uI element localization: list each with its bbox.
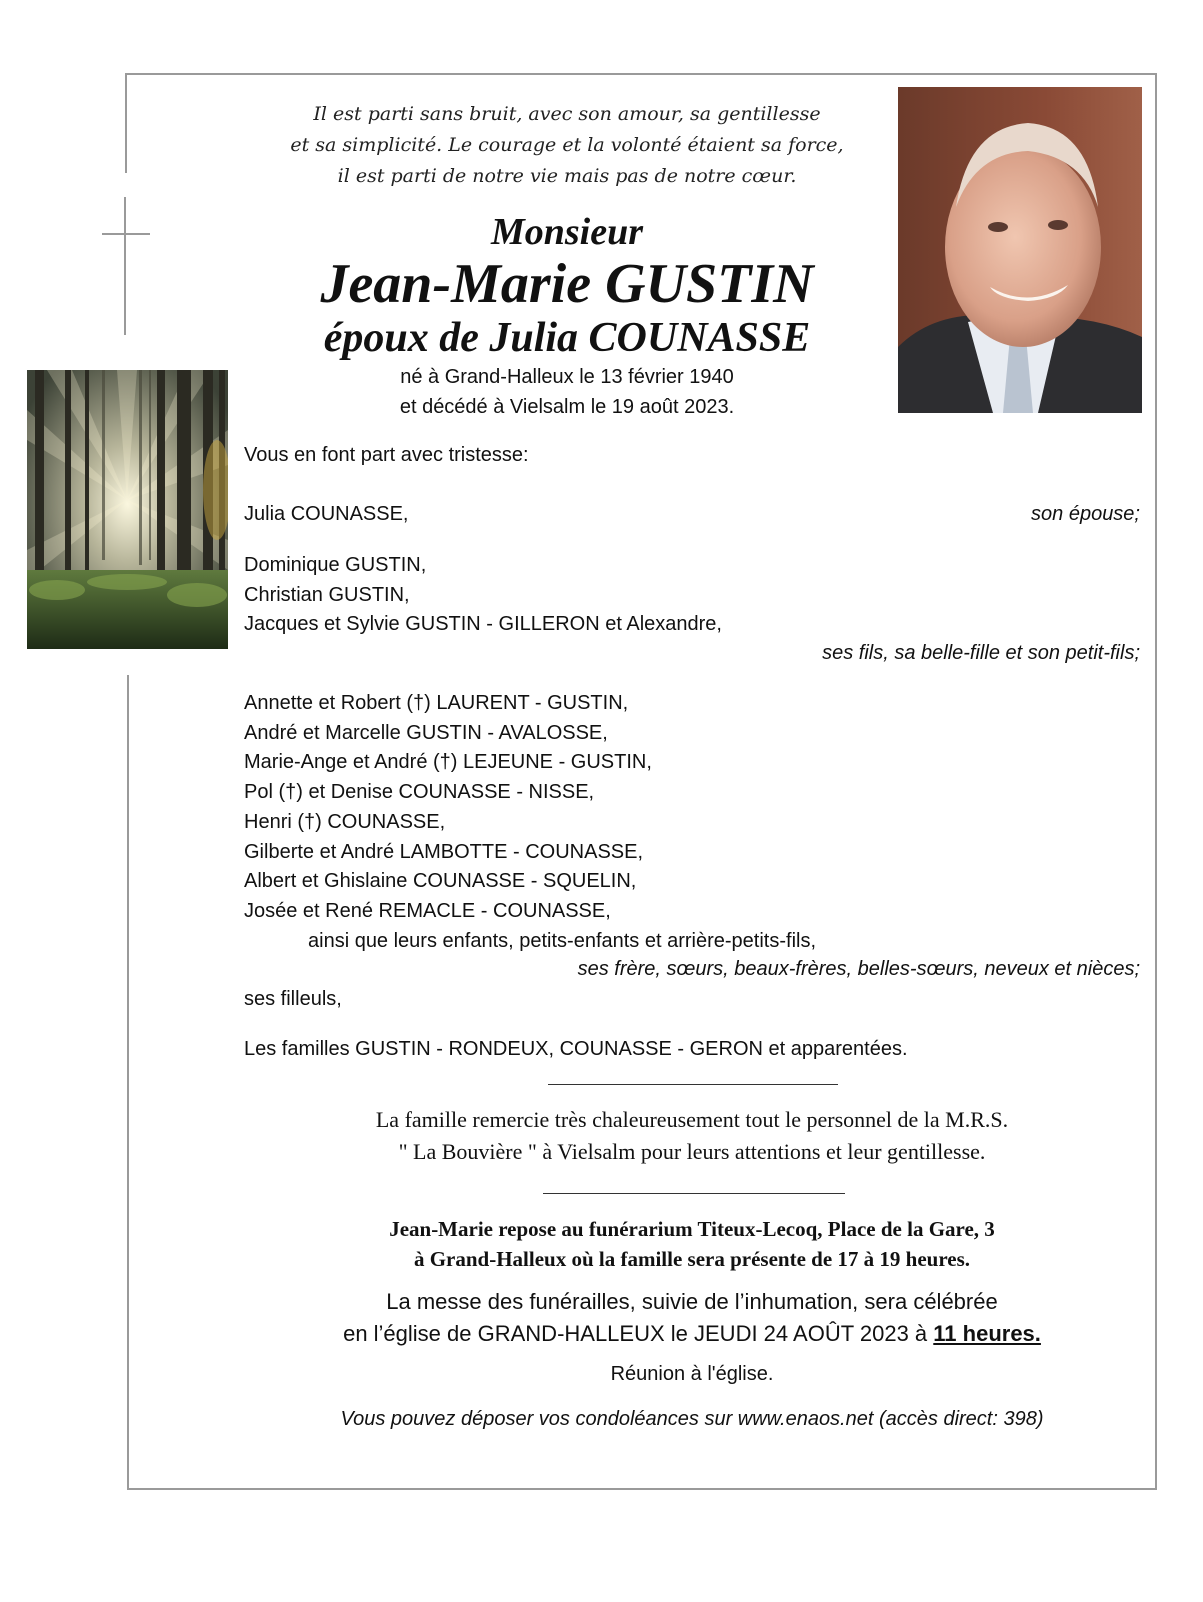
- poem-line: et sa simplicité. Le courage et la volonté étaient sa force,: [290, 134, 844, 156]
- mass-line-2: [240, 1318, 1144, 1350]
- death-line: et décédé à Vielsalm le 19 août 2023.: [399, 396, 735, 418]
- list-item: Pol (†) et Denise COUNASSE - NISSE,: [244, 781, 595, 804]
- thanks-line: " La Bouvière " à Vielsalm pour leurs attentions et leur gentillesse.: [398, 1139, 986, 1164]
- frame-bottom-line: [127, 1488, 1157, 1490]
- frame-left-line-top: [125, 73, 127, 173]
- wife-name: Julia COUNASSE,: [244, 503, 409, 525]
- spouse-line: époux de Julia COUNASSE: [323, 315, 811, 361]
- reunion-text: Réunion à l'église.: [610, 1363, 774, 1385]
- cross-icon: [124, 197, 126, 335]
- list-item: Marie-Ange et André (†) LEJEUNE - GUSTIN,: [244, 751, 652, 774]
- condolences-text: Vous pouvez déposer vos condoléances sur www.enaos.net (accès direct: 398): [340, 1408, 1044, 1430]
- mass-time: 11 heures.: [933, 1321, 1041, 1346]
- poem-line: il est parti de notre vie mais pas de notre cœur.: [337, 165, 797, 187]
- honorific: Monsieur: [490, 211, 644, 253]
- list-item: Henri (†) COUNASSE,: [244, 810, 446, 833]
- cross-bar: [102, 233, 150, 235]
- portrait-photo: [898, 87, 1142, 413]
- frame-top-line: [125, 73, 1157, 75]
- thanks-text: [240, 1104, 1144, 1168]
- list-item: Annette et Robert (†) LAURENT - GUSTIN,: [244, 692, 629, 714]
- list-item: Josée et René REMACLE - COUNASSE,: [244, 899, 611, 922]
- list-item: Dominique GUSTIN,: [244, 554, 427, 576]
- mass-line-1: La messe des funérailles, suivie de l’inhumation, sera célébrée: [386, 1289, 998, 1314]
- children-relation: ses fils, sa belle-fille et son petit-fils;: [822, 642, 1140, 664]
- poem-line: Il est parti sans bruit, avec son amour, sa gentillesse: [313, 103, 821, 125]
- list-item: Christian GUSTIN,: [244, 583, 410, 606]
- list-item: Albert et Ghislaine COUNASSE - SQUELIN,: [244, 870, 637, 893]
- siblings-list: [244, 689, 816, 956]
- funeral-mass-info: [240, 1286, 1144, 1350]
- children-list: [244, 551, 722, 640]
- forest-image: [27, 370, 228, 649]
- repose-line: à Grand-Halleux où la famille sera présente de 17 à 19 heures.: [413, 1247, 971, 1271]
- deceased-name: Jean-Marie GUSTIN: [320, 253, 814, 315]
- siblings-relation: ses frère, sœurs, beaux-frères, belles-sœurs, neveux et nièces;: [577, 958, 1140, 980]
- frame-left-line-bottom: [127, 675, 129, 1490]
- mass-date-text: en l’église de GRAND-HALLEUX le JEUDI 24 AOÛT 2023 à: [343, 1321, 934, 1346]
- birth-death-dates: [290, 362, 844, 422]
- families-line: Les familles GUSTIN - RONDEUX, COUNASSE - GERON et apparentées.: [244, 1038, 908, 1060]
- repose-line: Jean-Marie repose au funérarium Titeux-Lecoq, Place de la Gare, 3: [389, 1217, 995, 1241]
- birth-line: né à Grand-Halleux le 13 février 1940: [400, 366, 734, 388]
- godchildren-line: ses filleuls,: [244, 988, 342, 1010]
- intro-text: Vous en font part avec tristesse:: [244, 444, 529, 466]
- repose-info: [240, 1214, 1144, 1274]
- list-item: André et Marcelle GUSTIN - AVALOSSE,: [244, 721, 608, 744]
- frame-right-line: [1155, 73, 1157, 1490]
- divider: [543, 1193, 845, 1194]
- divider: [548, 1084, 838, 1085]
- epitaph-poem: [250, 99, 884, 192]
- siblings-extra: ainsi que leurs enfants, petits-enfants et arrière-petits-fils,: [308, 929, 817, 952]
- list-item: Jacques et Sylvie GUSTIN - GILLERON et Alexandre,: [244, 613, 722, 636]
- thanks-line: La famille remercie très chaleureusement tout le personnel de la M.R.S.: [375, 1107, 1009, 1132]
- list-item: Gilberte et André LAMBOTTE - COUNASSE,: [244, 840, 644, 863]
- wife-relation: son épouse;: [1031, 503, 1140, 525]
